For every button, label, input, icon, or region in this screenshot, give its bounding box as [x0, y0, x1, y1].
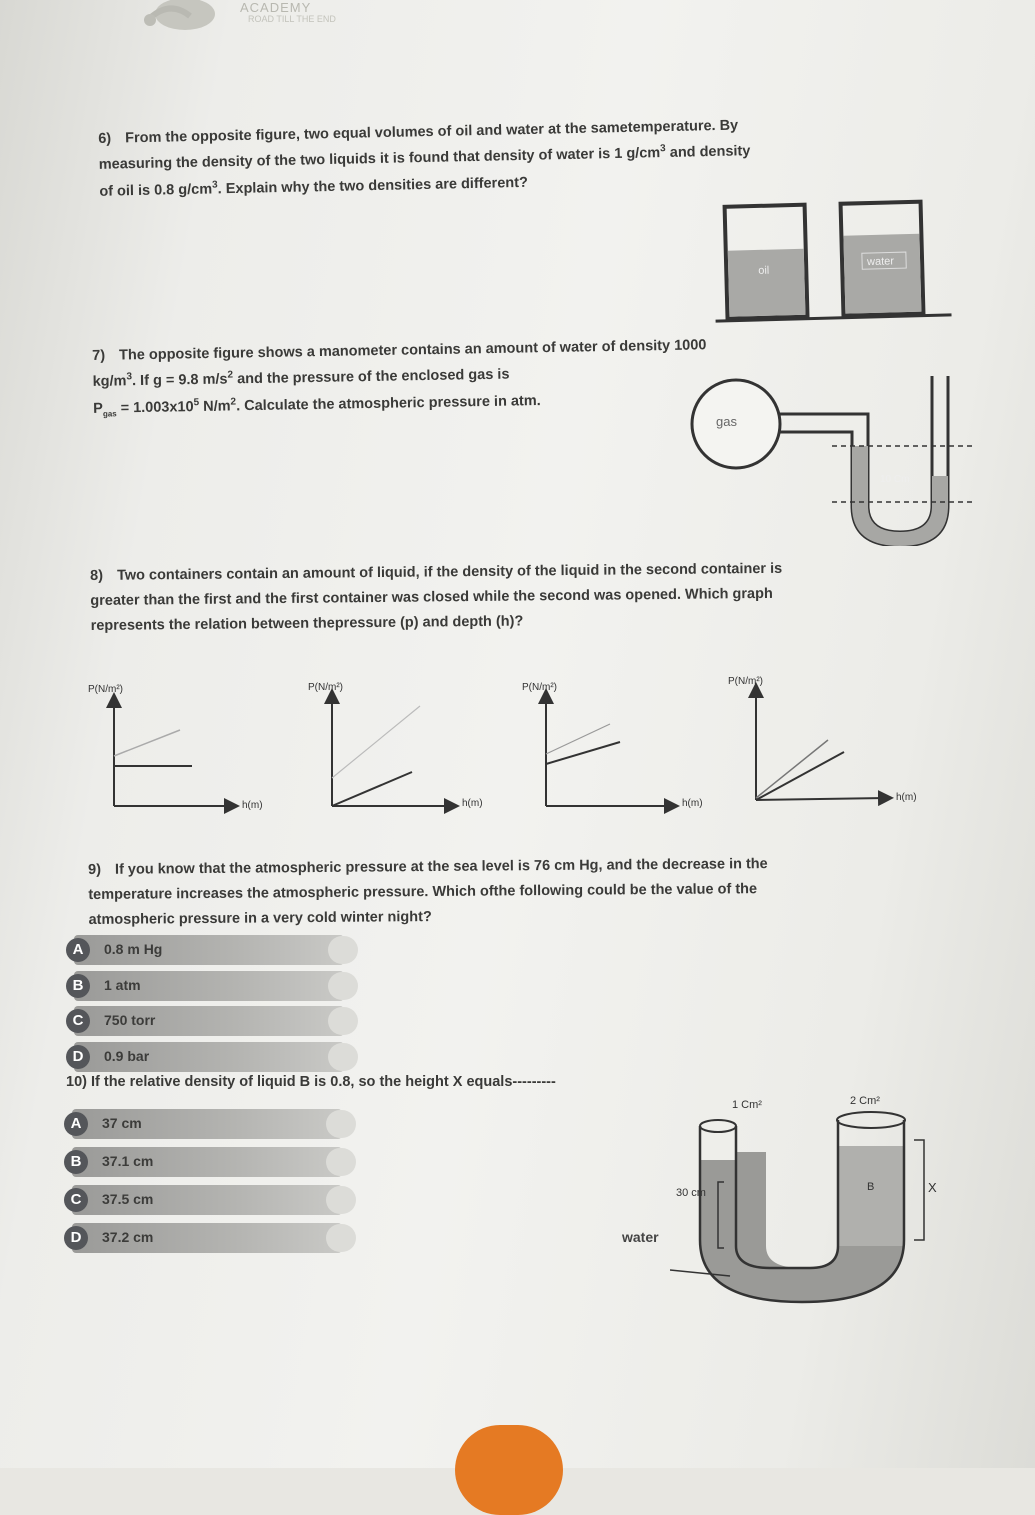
- q9-line2: temperature increases the atmospheric pressure. Which ofthe following could be the value of the: [88, 881, 758, 903]
- height-30cm-label: 30 cm: [676, 1187, 706, 1199]
- option-bubble: [326, 1110, 356, 1138]
- option-text-d: 0.9 bar: [104, 1047, 150, 1064]
- q9-option-b[interactable]: [74, 971, 344, 1001]
- q6-line3: of oil is 0.8 g/cm: [99, 181, 213, 200]
- q7-line3-b: = 1.003x10: [116, 398, 194, 416]
- q7-sup2: 2: [227, 369, 234, 382]
- option-bubble: [326, 1186, 356, 1214]
- option-letter-a: A: [66, 938, 90, 962]
- right-area-label: 2 Cm²: [850, 1095, 880, 1107]
- q7-sup1: 3: [126, 371, 133, 383]
- option-bubble: [328, 1043, 358, 1071]
- x-label: X: [928, 1180, 937, 1195]
- option-bubble: [328, 936, 358, 964]
- academy-logo: [130, 0, 240, 48]
- graph-2-xlabel: h(m): [462, 798, 483, 809]
- q7-sub: gas: [102, 408, 117, 419]
- q8-graphs: [80, 672, 950, 822]
- graph-1-ylabel: P(N/m²): [88, 684, 123, 695]
- u-tube-figure: [670, 1090, 960, 1305]
- q10-option-a[interactable]: [72, 1109, 342, 1139]
- q9-option-a[interactable]: [74, 935, 344, 965]
- option-letter-d: D: [64, 1226, 88, 1250]
- q7-line2: kg/m: [92, 373, 127, 391]
- q9-options: [74, 935, 344, 1077]
- option-letter-b: B: [66, 974, 90, 998]
- option-text-b: 1 atm: [104, 976, 141, 993]
- option-text-b: 37.1 cm: [102, 1153, 154, 1169]
- q6-sup: 3: [660, 143, 666, 155]
- option-text-c: 37.5 cm: [102, 1191, 154, 1207]
- left-area-label: 1 Cm²: [732, 1099, 762, 1111]
- q6-line3-end: . Explain why the two densities are different?: [217, 174, 529, 197]
- option-bubble: [328, 972, 358, 1000]
- graph-3-ylabel: P(N/m²): [522, 682, 557, 693]
- option-bubble: [326, 1224, 356, 1252]
- option-text-a: 37 cm: [102, 1115, 142, 1131]
- q9-option-c[interactable]: [74, 1006, 344, 1036]
- liquid-b-label: B: [867, 1181, 875, 1193]
- q7-line2-end: and the pressure of the enclosed gas is: [232, 366, 510, 388]
- academy-slogan: ROAD TILL THE END: [248, 14, 336, 24]
- q9-number: 9): [88, 861, 102, 878]
- q7-line2-mid: . If g = 9.8 m/s: [131, 371, 228, 390]
- option-letter-c: C: [66, 1009, 90, 1033]
- q8-line1: Two containers contain an amount of liquid, if the density of the liquid in the second container is: [116, 560, 783, 584]
- graph-4: [728, 676, 917, 803]
- q7-number: 7): [92, 347, 106, 364]
- graph-2-ylabel: P(N/m²): [308, 682, 343, 693]
- oil-water-figure: [712, 192, 952, 326]
- q6-line2: measuring the density of the two liquids it is found that density of water is 1 g/cm: [98, 145, 661, 174]
- option-text-a: 0.8 m Hg: [104, 941, 163, 957]
- q7-line3-end: . Calculate the atmospheric pressure in atm.: [235, 392, 541, 414]
- option-letter-c: C: [64, 1188, 88, 1212]
- q10-options: [72, 1109, 342, 1259]
- graph-4-xlabel: h(m): [896, 792, 917, 803]
- graph-1-xlabel: h(m): [242, 800, 263, 811]
- question-9: [88, 852, 768, 933]
- gas-label: gas: [716, 414, 737, 429]
- graph-3-xlabel: h(m): [682, 798, 703, 809]
- question-6: [98, 113, 751, 204]
- question-8: [90, 557, 783, 639]
- q8-line2: greater than the first and the first container was closed while the second was opened. Which graph: [90, 585, 773, 609]
- q7-line3: P: [92, 400, 103, 417]
- q10-option-c[interactable]: [72, 1185, 342, 1215]
- height-10cm-label: 10 Cm: [880, 474, 910, 485]
- manometer-figure: [686, 366, 976, 546]
- option-letter-a: A: [64, 1112, 88, 1136]
- graph-1: [88, 684, 263, 811]
- q9-line1: If you know that the atmospheric pressure at the sea level is 76 cm Hg, and the decrease in the: [114, 856, 768, 878]
- q8-number: 8): [90, 567, 104, 584]
- water-label: water: [866, 255, 895, 269]
- page-number-badge: [455, 1425, 563, 1515]
- q7-sup3: 5: [193, 396, 200, 408]
- option-text-d: 37.2 cm: [102, 1229, 154, 1245]
- graph-4-ylabel: P(N/m²): [728, 676, 763, 687]
- option-letter-b: B: [64, 1150, 88, 1174]
- q8-line3: represents the relation between thepressure (p) and depth (h)?: [90, 613, 524, 634]
- q10-option-d[interactable]: [72, 1223, 342, 1253]
- option-bubble: [326, 1148, 356, 1176]
- u-tube-water-label: water: [622, 1229, 659, 1245]
- q9-option-d[interactable]: [74, 1042, 344, 1072]
- q10-option-b[interactable]: [72, 1147, 342, 1177]
- q6-line2-end: and density: [665, 143, 751, 162]
- question-7: [92, 333, 708, 421]
- option-letter-d: D: [66, 1045, 90, 1069]
- q6-sup2: 3: [211, 179, 218, 191]
- option-text-c: 750 torr: [104, 1012, 156, 1028]
- graph-3: [522, 682, 703, 809]
- question-10: 10) If the relative density of liquid B is 0.8, so the height X equals---------: [66, 1074, 556, 1090]
- q7-line1: The opposite figure shows a manometer contains an amount of water of density 1000: [118, 337, 707, 364]
- oil-label: oil: [758, 264, 770, 277]
- q7-line3-c: N/m: [199, 397, 231, 415]
- option-bubble: [328, 1007, 358, 1035]
- academy-name: ACADEMY: [240, 0, 312, 15]
- q7-sup4: 2: [230, 396, 237, 408]
- q9-line3: atmospheric pressure in a very cold winter night?: [88, 908, 432, 928]
- q6-line1: From the opposite figure, two equal volumes of oil and water at the sametemperature. By: [124, 117, 739, 147]
- q6-number: 6): [98, 130, 112, 147]
- graph-2: [308, 682, 483, 809]
